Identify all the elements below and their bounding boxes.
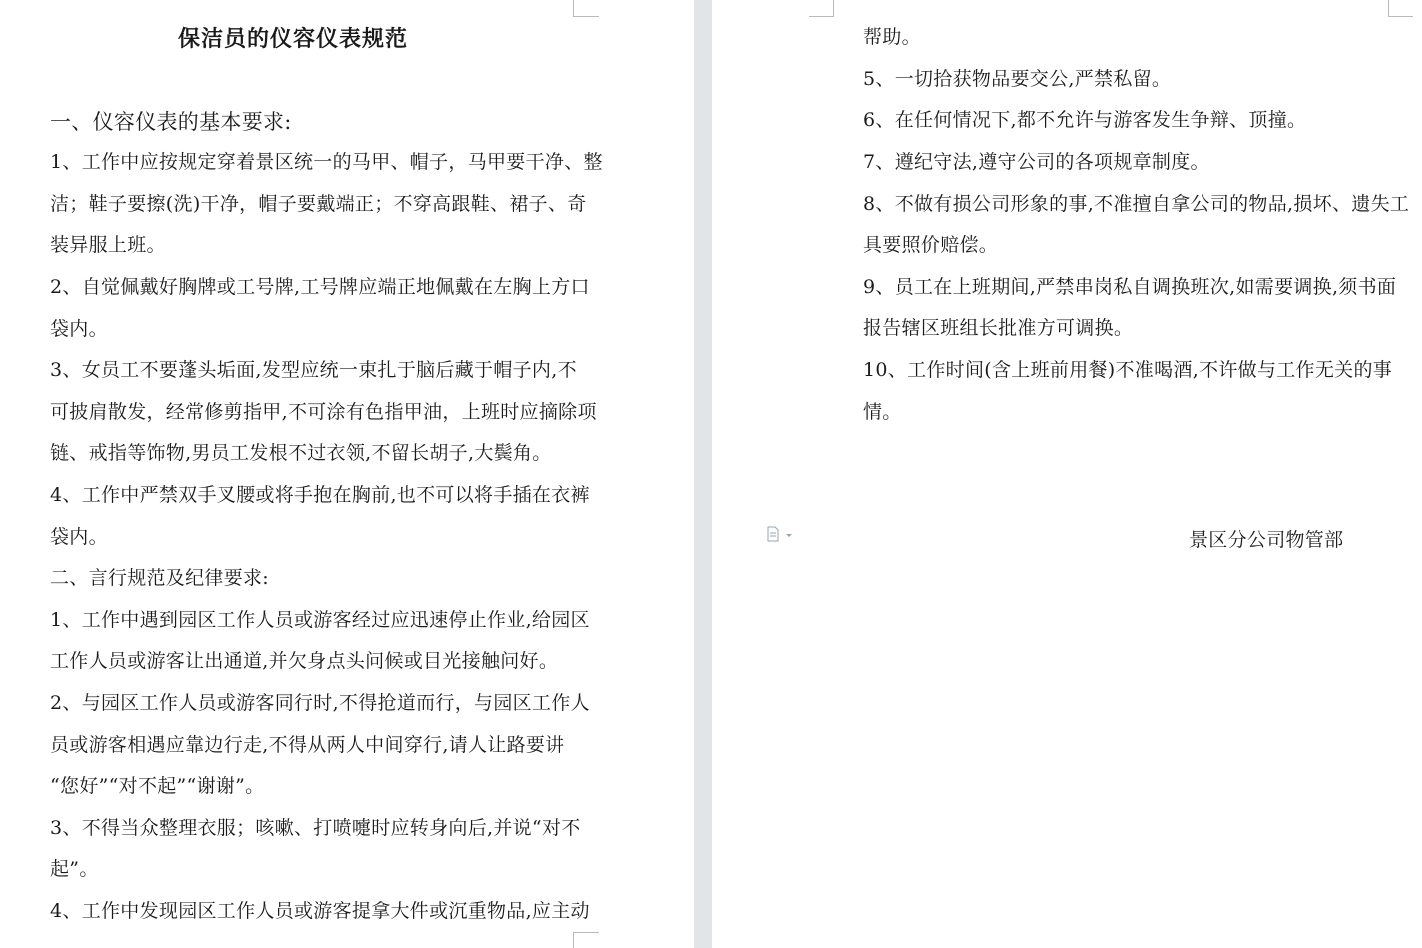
text-line: 一、仪容仪表的基本要求: xyxy=(50,110,292,134)
text-line: 1、工作中应按规定穿着景区统一的马甲、帽子，马甲要干净、整 xyxy=(50,151,603,173)
text-line: “您好”“对不起”“谢谢”。 xyxy=(50,775,265,797)
text-line: 袋内。 xyxy=(50,526,108,548)
text-line: 起”。 xyxy=(50,858,99,880)
text-line: 帮助。 xyxy=(863,26,921,48)
document-dropdown-icon[interactable] xyxy=(766,526,796,542)
document-page-1 xyxy=(0,0,694,948)
page-corner-mark xyxy=(573,932,599,948)
text-line: 10、工作时间(含上班前用餐)不准喝酒,不许做与工作无关的事 xyxy=(863,359,1393,381)
document-page-2 xyxy=(712,0,1422,948)
text-line: 袋内。 xyxy=(50,318,108,340)
text-line: 1、工作中遇到园区工作人员或游客经过应迅速停止作业,给园区 xyxy=(50,609,590,631)
text-line: 2、与园区工作人员或游客同行时,不得抢道而行，与园区工作人 xyxy=(50,692,590,714)
text-line: 报告辖区班组长批准方可调换。 xyxy=(863,317,1134,339)
page-corner-mark xyxy=(1388,0,1413,17)
text-line: 工作人员或游客让出通道,并欠身点头问候或目光接触问好。 xyxy=(50,650,559,672)
text-line: 5、一切拾获物品要交公,严禁私留。 xyxy=(863,68,1172,90)
text-line: 具要照价赔偿。 xyxy=(863,234,999,256)
text-line: 3、女员工不要蓬头垢面,发型应统一束扎于脑后藏于帽子内,不 xyxy=(50,359,577,381)
page-corner-mark xyxy=(809,0,834,17)
signature-department: 景区分公司物管部 xyxy=(1189,529,1344,551)
text-line: 员或游客相遇应靠边行走,不得从两人中间穿行,请人让路要讲 xyxy=(50,734,565,756)
text-line: 3、不得当众整理衣服；咳嗽、打喷嚏时应转身向后,并说“对不 xyxy=(50,817,581,839)
text-line: 可披肩散发，经常修剪指甲,不可涂有色指甲油，上班时应摘除项 xyxy=(50,401,597,423)
text-line: 9、员工在上班期间,严禁串岗私自调换班次,如需要调换,须书面 xyxy=(863,276,1397,298)
text-line: 2、自觉佩戴好胸牌或工号牌,工号牌应端正地佩戴在左胸上方口 xyxy=(50,276,590,298)
text-line: 情。 xyxy=(863,401,902,423)
text-line: 6、在任何情况下,都不允许与游客发生争辩、顶撞。 xyxy=(863,109,1307,131)
text-line: 7、遵纪守法,遵守公司的各项规章制度。 xyxy=(863,151,1210,173)
text-line: 4、工作中严禁双手叉腰或将手抱在胸前,也不可以将手插在衣裤 xyxy=(50,484,590,506)
text-line: 4、工作中发现园区工作人员或游客提拿大件或沉重物品,应主动 xyxy=(50,900,590,922)
page-corner-mark xyxy=(573,0,599,17)
text-line: 链、戒指等饰物,男员工发根不过衣领,不留长胡子,大鬓角。 xyxy=(50,442,552,464)
text-line: 二、言行规范及纪律要求: xyxy=(50,567,270,589)
text-line: 装异服上班。 xyxy=(50,234,166,256)
document-title: 保洁员的仪容仪表规范 xyxy=(178,26,409,52)
text-line: 洁；鞋子要擦(洗)干净，帽子要戴端正；不穿高跟鞋、裙子、奇 xyxy=(50,193,587,215)
text-line: 8、不做有损公司形象的事,不准擅自拿公司的物品,损坏、遗失工 xyxy=(863,193,1410,215)
